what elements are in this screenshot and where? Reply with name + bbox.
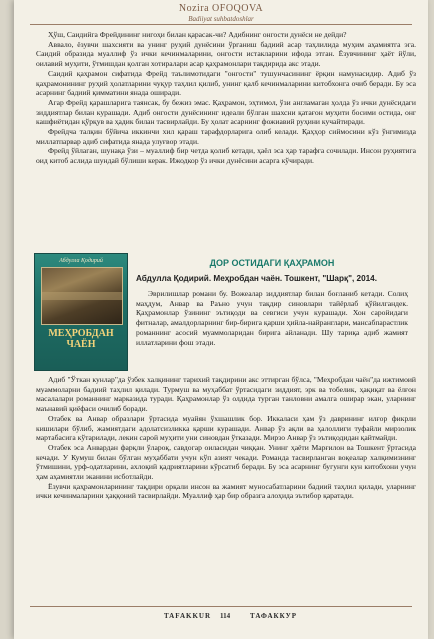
paragraph: Фрейд ўйлаган, шунақа ўзи – муаллиф бир четда қолиб кетади, ҳаёл эса ҳар тарафга сочилади. Инсон руҳиятига оид китоб аслида шундай бўлиши керак. Ижодкор ўз ички дунёсини асарга кўчиради. bbox=[36, 146, 416, 166]
cover-title-line: ЧАЁН bbox=[66, 339, 96, 350]
paragraph: Отабек эса Анвардан фарқли ўлароқ, савдогар оиласидан чиққан. Унинг ҳаёти Марғилон ва Тошкент ўртасида кечади. У Кумуш билан бўлган муҳаббати учун кўп азият чекади. Романда тасвирланган воқеалар халқимизнинг ўтмишини, урф-одатларини, ахлоқий қадриятларини кўрсатиб беради. Бу эса асарнинг бугунги кун китобхони учун ҳам аҳамиятли эканини исботлайди. bbox=[36, 442, 416, 482]
header-subtitle: Badiiyat suhbatdoshlar bbox=[188, 15, 254, 23]
cover-title-line: МЕҲРОБДАН bbox=[48, 328, 114, 339]
bottom-text-block bbox=[36, 375, 416, 591]
running-head bbox=[14, 3, 428, 23]
header-rule bbox=[30, 24, 412, 25]
paragraph: Эврилишлар романи бу. Вожеалар зиддиятлар билан боғланиб кетади. Солиҳ маҳдум, Анвар ва Раъно учун тақдир синовлари тайёрлаб қўйилгандек. Қаҳрамонлар ўзининг эътиқоди ва севгиси учун курашади. Хон саройидаги фитналар, амалдорларнинг бир-бирига қарши ҳийла-найранглари, мансабпарастлик романнинг асосий муаммоларидан бирига айланади. Шу тариқа адиб жамият иллатларини фош этади. bbox=[136, 289, 408, 347]
paragraph: Аввало, ёзувчи шахсияти ва унинг руҳий дунёсини ўрганиш бадиий асар таҳлилида муҳим аҳамиятга эга. Саидий образида муаллиф ўз ички кечинмаларини, онгости истакларини ифода этган. Ёзувчининг ҳаёт йўли, оилавий муҳити, ўтмишдан қолган хотиралари асар қаҳрамонлари тақдирида акс этади. bbox=[36, 39, 416, 69]
cover-author: Абдулла Қодирий bbox=[59, 258, 103, 264]
cover-horizon bbox=[42, 292, 122, 300]
header-author: Nozira OFOQOVA bbox=[178, 3, 264, 14]
paragraph: Агар Фрейд қарашларига таянсак, бу бежиз эмас. Қаҳрамон, эҳтимол, ўзи англамаган ҳолда ўз ички дунёсидаги зиддиятлар билан курашади. Адиб онгости дунёсининг идеали бўлган шахсни қатағон муҳити босими остида, онг кашфиётидан қўрқув ва ҳадик билан тасвирлайди. Бу ҳолат асарнинг фожиавий руҳини кучайтиради. bbox=[36, 97, 416, 127]
paragraph: Ҳўш, Саидийга Фрейдининг нигоҳи билан қарасак-чи? Адибнинг онгости дунёси не дейди? bbox=[48, 30, 347, 39]
book-page bbox=[14, 0, 428, 639]
paragraph: Отабек ва Анвар образлари ўртасида муайян ўхшашлик бор. Иккаласи ҳам ўз даврининг илғор фикрли кишилари бўлиб, жамиятдаги адолатсизликка қарши курашади. Анвар ўз ақли ва ҳалоллиги туфайли мирзолик мартабасига кўтарилади, лекин сарой муҳити уни синовдан ўтказади. Мирзо Анвар ўз эътиқодидан қайтмайди. bbox=[36, 413, 416, 443]
section-title: ДОР ОСТИДАГИ ҚАҲРАМОН bbox=[209, 258, 335, 268]
footer-journal-latin: TAFAKKUR bbox=[164, 612, 212, 620]
footer-rule bbox=[30, 606, 412, 607]
top-text-block bbox=[36, 30, 416, 240]
book-cover-image bbox=[34, 253, 128, 371]
paragraph: Фрейдча талқин бўйича иккинчи хил қараш тарафдорларига олиб келади. Қаҳҳор сиймосини кўз ўнгимизда миллатпарвар адиб сифатида янада улуғвор этади. bbox=[36, 127, 416, 146]
footer-journal-cyrillic: ТАФАККУР bbox=[250, 612, 297, 620]
paragraph: Ёзувчи қаҳрамонларининг тақдири орқали инсон ва жамият муносабатларини бадиий таҳлил қилади, уларнинг ички кечинмаларини ҳаққоний тасвирлайди. Муаллиф ҳар бир образга алоҳида эътибор қаратади. bbox=[36, 481, 416, 501]
page-number: 114 bbox=[220, 612, 231, 620]
side-text-block bbox=[136, 289, 408, 373]
book-citation: Абдулла Қодирий. Меҳробдан чаён. Тошкент, "Шарқ", 2014. bbox=[136, 274, 378, 283]
cover-illustration bbox=[41, 267, 123, 325]
paragraph: Адиб "Ўткан кунлар"да ўзбек халқининг тарихий тақдирини акс эттирган бўлса, "Меҳробдан чаён"да ижтимоий муаммоларни бадиий таҳлил қилади. Турмуш ва муҳаббат ўртасидаги зиддият, эрк ва тобелик, ҳақиқат ва ёлғон масалалари романнинг марказида туради. Қаҳрамонлар ўз олдида турган танловни амалга оширар экан, уларнинг маънавий қиёфаси очилиб боради. bbox=[36, 375, 416, 414]
cover-title bbox=[35, 328, 127, 350]
paragraph: Саидий қаҳрамон сифатида Фрейд таълимотидаги "онгости" тушунчасининг ёрқин намунасидир. Адиб ўз қаҳрамонининг руҳий ҳолатларини чуқур таҳлил қилиб, унинг қалб кечинмаларини китобхонга очиб беради. Бу эса асарнинг бадиий қимматини янада оширади. bbox=[36, 68, 416, 98]
